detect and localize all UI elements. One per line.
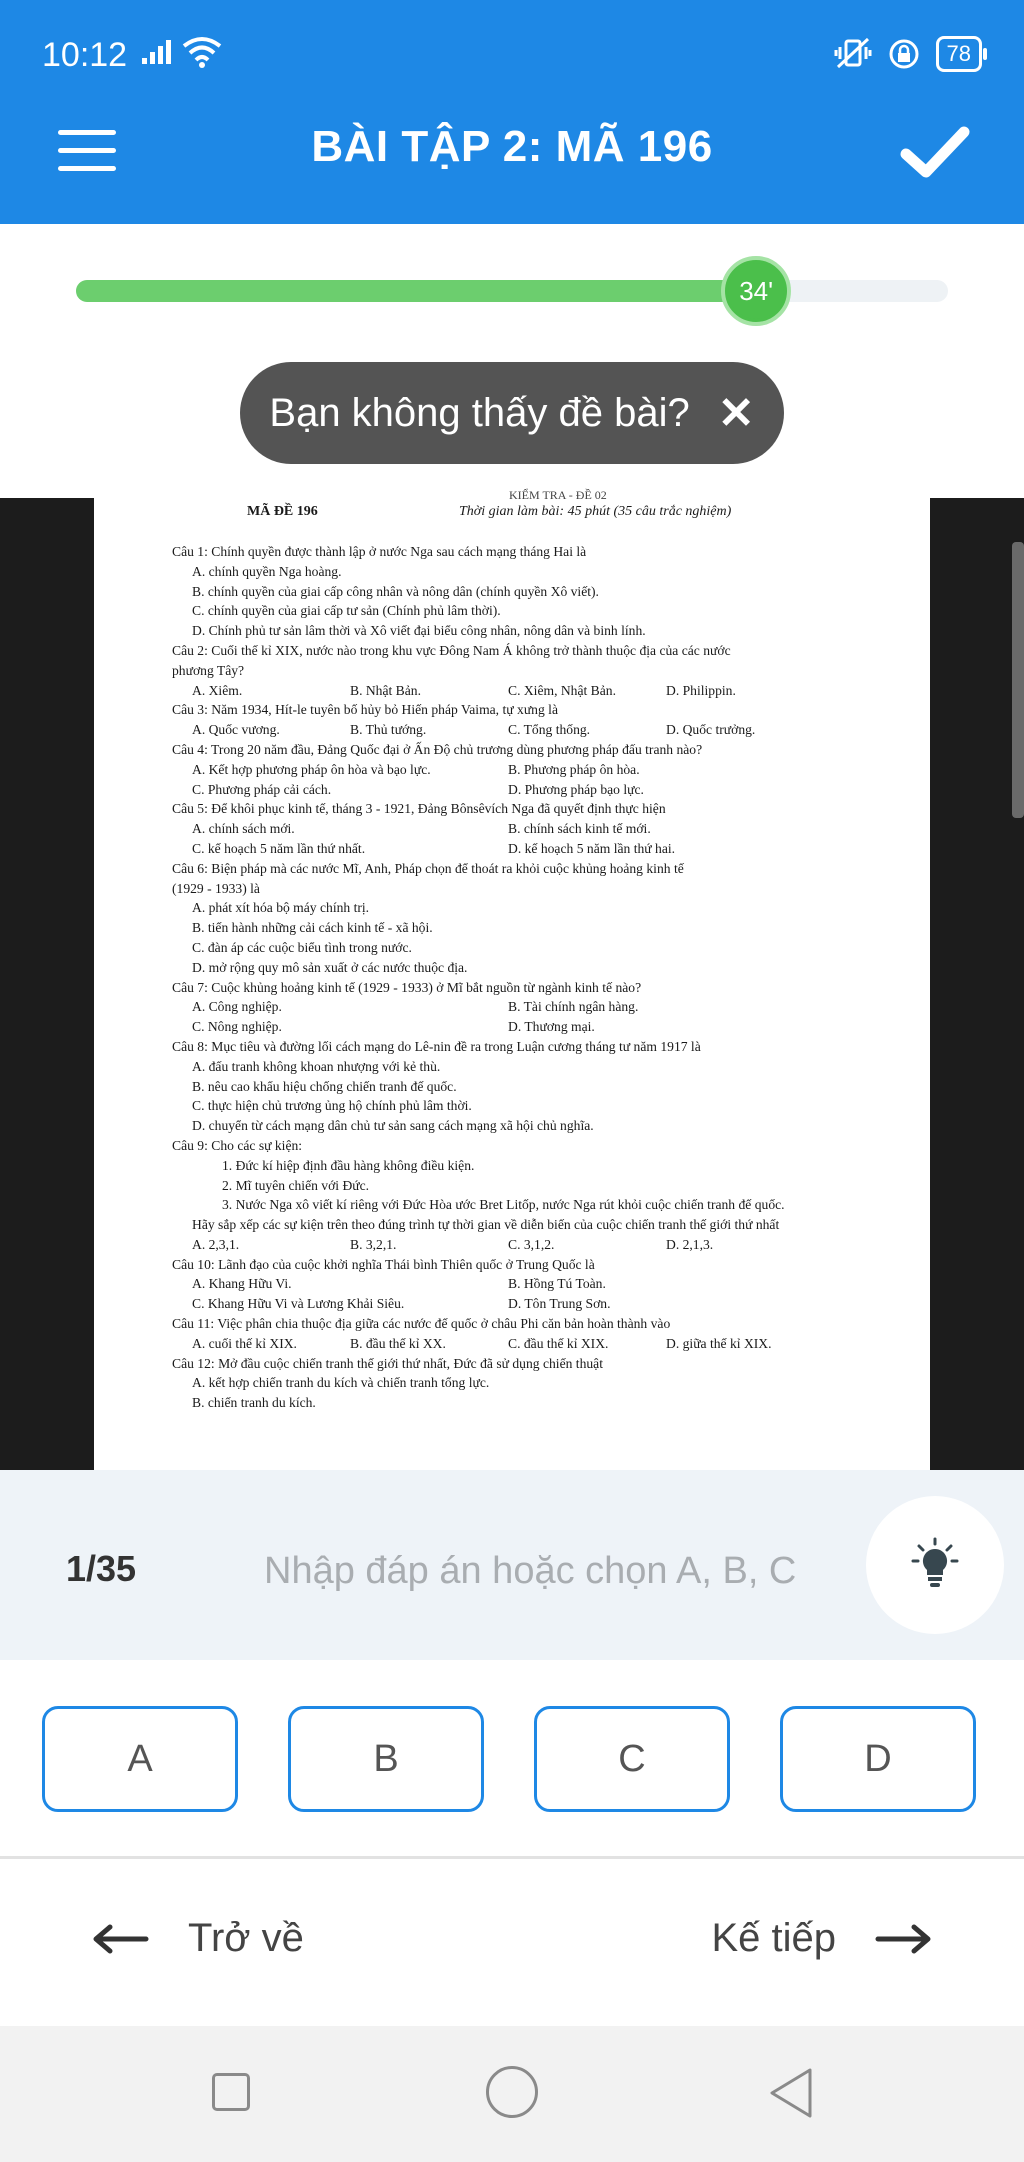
question-stem-cont: Hãy sắp xếp các sự kiện trên theo đúng trình tự thời gian về diễn biến của cuộc chiến tranh thế giới thứ nhất bbox=[192, 1217, 780, 1233]
question-stem-cont: phương Tây? bbox=[172, 662, 245, 678]
answer-option: A. kết hợp chiến tranh du kích và chiến tranh tổng lực. bbox=[192, 1375, 490, 1391]
question-stem: Câu 12: Mở đầu cuộc chiến tranh thế giới thứ nhất, Đức đã sử dụng chiến thuật bbox=[172, 1355, 603, 1371]
progress-bar bbox=[76, 280, 948, 302]
answer-option: A. phát xít hóa bộ máy chính trị. bbox=[192, 900, 370, 916]
answer-row: A. Công nghiệp. B. Tài chính ngân hàng. bbox=[192, 999, 639, 1015]
answer-option: C. đàn áp các cuộc biểu tình trong nước. bbox=[192, 939, 412, 955]
missing-question-hint[interactable] bbox=[240, 362, 784, 464]
answer-row: A. Quốc vương. B. Thủ tướng. C. Tổng thống. D. Quốc trưởng. bbox=[192, 722, 756, 738]
answer-row: A. Kết hợp phương pháp ôn hòa và bạo lực. B. Phương pháp ôn hòa. bbox=[192, 761, 640, 777]
next-label: Kế tiếp bbox=[711, 1916, 836, 1960]
question-stem: Câu 4: Trong 20 năm đầu, Đảng Quốc đại ở Ấn Độ chủ trương dùng phương pháp đấu tranh nào? bbox=[172, 741, 703, 757]
answer-option: D. mở rộng quy mô sản xuất ở các nước thuộc địa. bbox=[192, 959, 468, 975]
answer-option: B. nêu cao khẩu hiệu chống chiến tranh đế quốc. bbox=[192, 1078, 457, 1094]
answer-row: C. Phương pháp cải cách. D. Phương pháp bạo lực. bbox=[192, 781, 644, 797]
exam-page bbox=[94, 488, 930, 1470]
answer-option: D. Chính phủ tư sản lâm thời và Xô viết đại biểu công nhân, nông dân và binh lính. bbox=[192, 623, 646, 639]
event-item: 2. Mĩ tuyên chiến với Đức. bbox=[222, 1177, 370, 1193]
system-nav-bar bbox=[0, 2026, 1024, 2162]
progress-fill bbox=[76, 280, 756, 302]
status-right bbox=[834, 36, 982, 72]
divider bbox=[0, 1856, 1024, 1859]
question-stem: Câu 1: Chính quyền được thành lập ở nước Nga sau cách mạng tháng Hai là bbox=[172, 544, 587, 559]
answer-panel bbox=[0, 1470, 1024, 1660]
hint-text: Bạn không thấy đề bài? bbox=[269, 390, 690, 435]
answer-option: B. chiến tranh du kích. bbox=[192, 1395, 316, 1411]
question-stem: Câu 7: Cuộc khủng hoảng kinh tế (1929 - 1933) ở Mĩ bắt nguồn từ ngành kinh tế nào? bbox=[172, 979, 642, 995]
page-title: BÀI TẬP 2: MÃ 196 bbox=[311, 122, 713, 171]
answer-row: A. Xiêm. B. Nhật Bản. C. Xiêm, Nhật Bản. D. Philippin. bbox=[192, 682, 736, 698]
document-scrollbar[interactable] bbox=[1012, 542, 1024, 818]
battery-indicator: 78 bbox=[936, 36, 982, 72]
question-stem: Câu 3: Năm 1934, Hít-le tuyên bố hủy bỏ Hiến pháp Vaima, tự xưng là bbox=[172, 702, 558, 718]
answer-row: C. kế hoạch 5 năm lần thứ nhất. D. kế hoạch 5 năm lần thứ hai. bbox=[192, 840, 676, 856]
vibrate-icon bbox=[834, 37, 872, 71]
answer-row: A. chính sách mới. B. chính sách kinh tế mới. bbox=[192, 821, 651, 837]
status-time: 10:12 bbox=[42, 36, 128, 74]
hint-button[interactable] bbox=[866, 1496, 1004, 1634]
timer-badge: 34' bbox=[721, 256, 791, 326]
exam-questions bbox=[172, 542, 894, 1413]
recent-apps-icon[interactable] bbox=[212, 2073, 250, 2111]
back-button[interactable] bbox=[92, 1916, 304, 1961]
system-back-icon[interactable] bbox=[766, 2066, 816, 2120]
answer-option: A. đấu tranh không khoan nhượng với kẻ thù. bbox=[192, 1058, 441, 1074]
question-stem: Câu 9: Cho các sự kiện: bbox=[172, 1137, 303, 1153]
question-stem: Câu 11: Việc phân chia thuộc địa giữa các nước đế quốc ở châu Phi căn bản hoàn thành vào bbox=[172, 1316, 671, 1332]
answer-option: C. chính quyền của giai cấp tư sản (Chính phủ lâm thời). bbox=[192, 603, 501, 619]
answer-row: C. Khang Hữu Vi và Lương Khải Siêu. D. Tôn Trung Sơn. bbox=[192, 1296, 611, 1312]
answer-row: A. cuối thế kỉ XIX. B. đầu thế kỉ XX. C. đầu thế kỉ XIX. D. giữa thế kỉ XIX. bbox=[192, 1335, 772, 1351]
question-counter: 1/35 bbox=[66, 1548, 137, 1589]
answer-row: C. Nông nghiệp. D. Thương mại. bbox=[192, 1019, 595, 1035]
close-icon[interactable]: ✕ bbox=[717, 388, 755, 438]
option-d-button[interactable]: D bbox=[780, 1706, 976, 1812]
answer-row: A. Khang Hữu Vi. B. Hồng Tú Toàn. bbox=[192, 1276, 606, 1292]
document-viewer[interactable] bbox=[0, 488, 1024, 1470]
event-item: 3. Nước Nga xô viết kí riêng với Đức Hòa ước Bret Litốp, nước Nga rút khỏi cuộc chiến tranh đế quốc. bbox=[222, 1197, 785, 1213]
answer-option: C. thực hiện chủ trương ủng hộ chính phủ lâm thời. bbox=[192, 1098, 472, 1114]
exam-code: MÃ ĐỀ 196 bbox=[247, 504, 318, 519]
exam-time: Thời gian làm bài: 45 phút (35 câu trắc nghiệm) bbox=[459, 504, 732, 519]
answer-option: B. tiến hành những cải cách kinh tế - xã hội. bbox=[192, 920, 433, 936]
question-stem: Câu 6: Biện pháp mà các nước Mĩ, Anh, Pháp chọn để thoát ra khỏi cuộc khủng hoảng kinh tế bbox=[172, 860, 684, 876]
option-a-button[interactable]: A bbox=[42, 1706, 238, 1812]
arrow-right-icon bbox=[876, 1924, 932, 1954]
back-label: Trở về bbox=[188, 1916, 304, 1960]
answer-option: B. chính quyền của giai cấp công nhân và nông dân (chính quyền Xô viết). bbox=[192, 583, 599, 599]
event-item: 1. Đức kí hiệp định đầu hàng không điều kiện. bbox=[222, 1157, 475, 1173]
lock-rotation-icon bbox=[888, 38, 920, 70]
question-stem: Câu 10: Lãnh đạo của cuộc khởi nghĩa Thái bình Thiên quốc ở Trung Quốc là bbox=[172, 1256, 595, 1272]
signal-icon bbox=[140, 36, 174, 66]
question-stem-cont: (1929 - 1933) là bbox=[172, 880, 260, 896]
next-button[interactable] bbox=[711, 1916, 932, 1961]
answer-option: A. chính quyền Nga hoàng. bbox=[192, 563, 342, 579]
lightbulb-icon bbox=[905, 1535, 965, 1595]
doc-cut-header: KIỂM TRA - ĐỀ 02 bbox=[509, 488, 607, 502]
option-b-button[interactable]: B bbox=[288, 1706, 484, 1812]
home-icon[interactable] bbox=[486, 2066, 538, 2118]
answer-option: D. chuyển từ cách mạng dân chủ tư sản sang cách mạng xã hội chủ nghĩa. bbox=[192, 1118, 594, 1134]
question-stem: Câu 8: Mục tiêu và đường lối cách mạng do Lê-nin đề ra trong Luận cương tháng tư năm 1917 là bbox=[172, 1038, 701, 1054]
arrow-left-icon bbox=[92, 1924, 148, 1954]
app-header bbox=[0, 0, 1024, 224]
answer-row: A. 2,3,1. B. 3,2,1. C. 3,1,2. D. 2,1,3. bbox=[192, 1236, 714, 1252]
answer-input[interactable] bbox=[262, 1540, 826, 1602]
question-stem: Câu 5: Để khôi phục kinh tế, tháng 3 - 1921, Đảng Bônsêvích Nga đã quyết định thực hiện bbox=[172, 801, 666, 817]
question-stem: Câu 2: Cuối thế kỉ XIX, nước nào trong khu vực Đông Nam Á không trở thành thuộc địa của các nước bbox=[172, 642, 731, 658]
option-c-button[interactable]: C bbox=[534, 1706, 730, 1812]
submit-check-icon[interactable] bbox=[900, 124, 970, 180]
wifi-icon bbox=[180, 34, 224, 68]
